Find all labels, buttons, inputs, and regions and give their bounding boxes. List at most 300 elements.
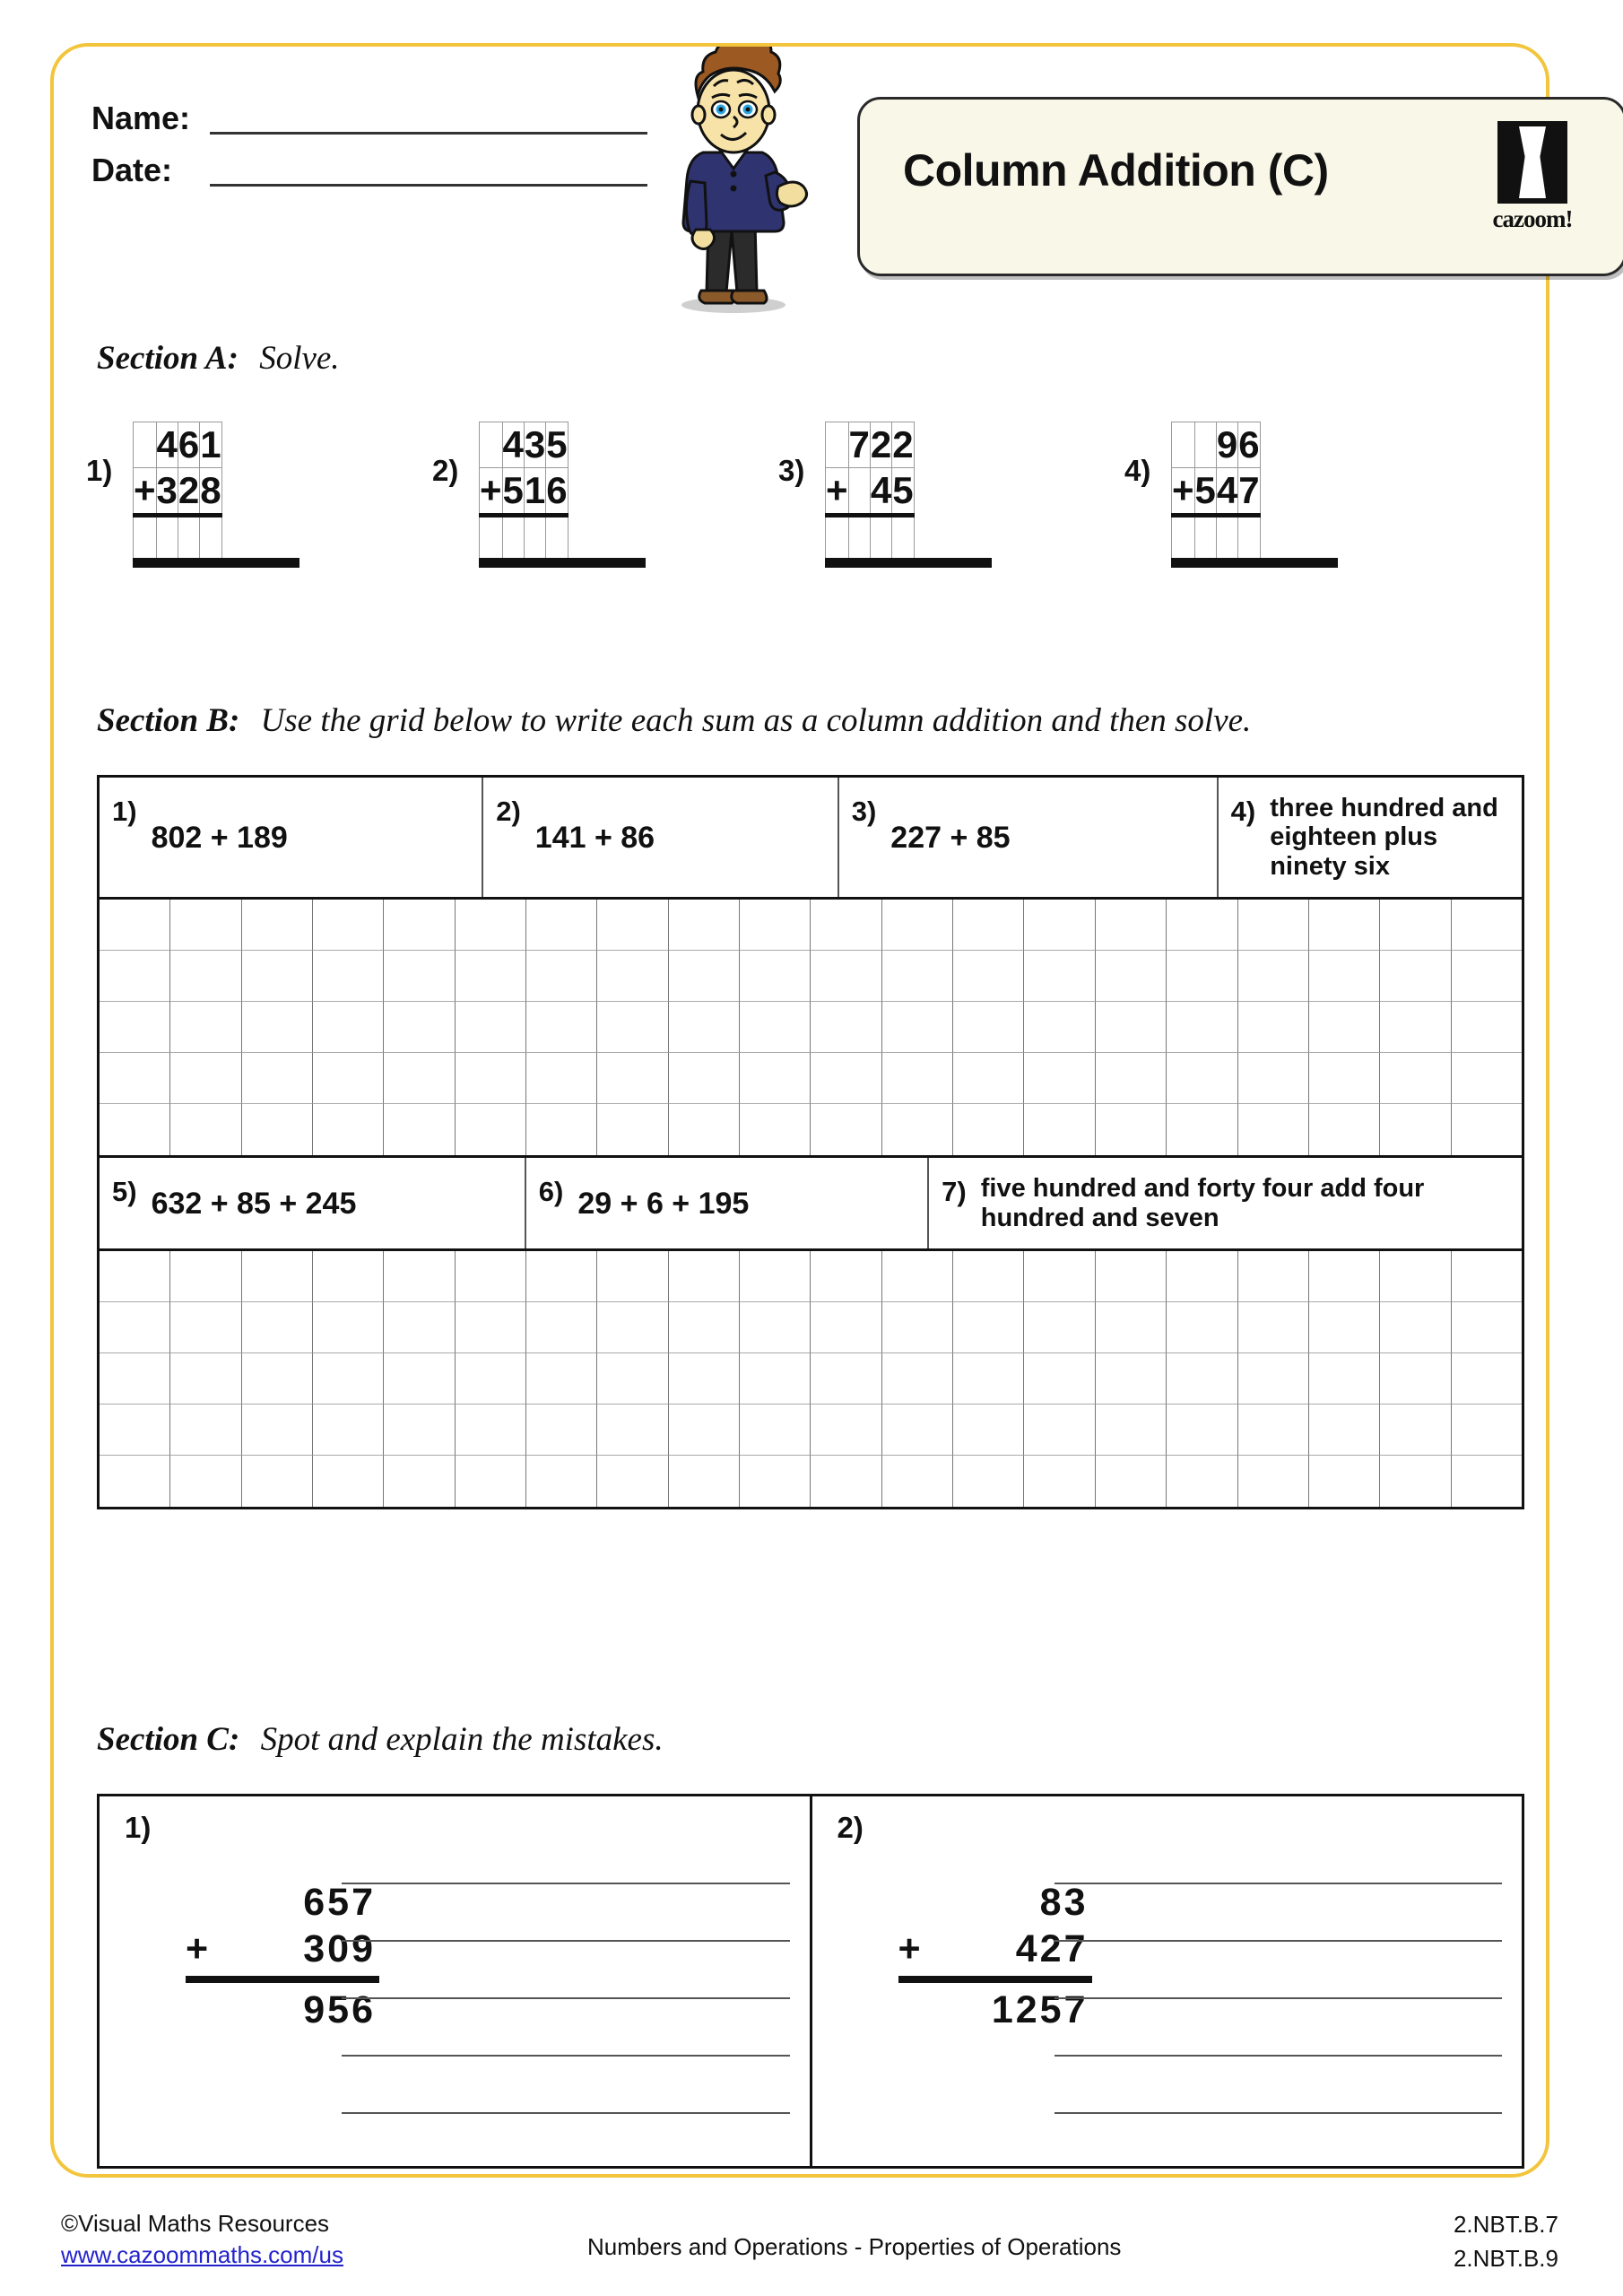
section-b-prompt bbox=[929, 1158, 1522, 1248]
grid-cell[interactable] bbox=[811, 1302, 881, 1353]
grid-cell[interactable] bbox=[1452, 1456, 1522, 1507]
grid-cell[interactable] bbox=[1096, 951, 1167, 1002]
grid-cell[interactable] bbox=[456, 1302, 526, 1353]
grid-cell[interactable] bbox=[100, 1053, 170, 1104]
grid-cell[interactable] bbox=[526, 1456, 597, 1507]
column-addition-row bbox=[1172, 516, 1261, 563]
grid-cell[interactable] bbox=[100, 1104, 170, 1155]
grid-cell[interactable] bbox=[384, 1053, 455, 1104]
grid-cell[interactable] bbox=[1167, 1104, 1237, 1155]
column-addition-table[interactable] bbox=[825, 422, 915, 563]
grid-cell[interactable] bbox=[953, 1405, 1024, 1456]
answer-baseline bbox=[1171, 558, 1338, 568]
grid-cell[interactable] bbox=[1452, 1053, 1522, 1104]
grid-cell[interactable] bbox=[1024, 1104, 1095, 1155]
grid-cell[interactable] bbox=[953, 1353, 1024, 1405]
digit-cell[interactable]: + bbox=[480, 468, 503, 516]
grid-cell[interactable] bbox=[953, 1251, 1024, 1302]
grid-cell[interactable] bbox=[953, 1104, 1024, 1155]
digit-cell[interactable]: 8 bbox=[200, 468, 221, 516]
plus-sign: + bbox=[898, 1927, 924, 1971]
digit-cell[interactable]: 5 bbox=[892, 468, 914, 516]
grid-cell[interactable] bbox=[1452, 1251, 1522, 1302]
grid-cell[interactable] bbox=[384, 1104, 455, 1155]
grid-cell[interactable] bbox=[1238, 1104, 1309, 1155]
plus-sign: + bbox=[186, 1927, 212, 1971]
grid-cell[interactable] bbox=[740, 900, 811, 951]
digit-cell[interactable]: 2 bbox=[892, 422, 914, 468]
grid-cell[interactable] bbox=[1167, 1251, 1237, 1302]
grid-cell[interactable] bbox=[882, 900, 953, 951]
grid-cell[interactable] bbox=[170, 1251, 241, 1302]
grid-cell[interactable] bbox=[100, 1456, 170, 1507]
grid-cell[interactable] bbox=[882, 1456, 953, 1507]
grid-cell[interactable] bbox=[597, 1104, 668, 1155]
grid-cell[interactable] bbox=[669, 900, 740, 951]
column-addition-table[interactable] bbox=[1171, 422, 1261, 563]
grid-cell[interactable] bbox=[1380, 1302, 1451, 1353]
section-b-worksheet-grid[interactable] bbox=[100, 900, 1522, 1155]
grid-cell[interactable] bbox=[526, 1302, 597, 1353]
grid-cell[interactable] bbox=[384, 900, 455, 951]
grid-cell[interactable] bbox=[242, 1104, 313, 1155]
grid-cell[interactable] bbox=[1309, 1104, 1380, 1155]
grid-cell[interactable] bbox=[170, 1104, 241, 1155]
grid-cell[interactable] bbox=[1380, 1002, 1451, 1053]
grid-cell[interactable] bbox=[1452, 1002, 1522, 1053]
grid-cell[interactable] bbox=[313, 1002, 384, 1053]
grid-cell[interactable] bbox=[313, 1353, 384, 1405]
grid-cell[interactable] bbox=[669, 1053, 740, 1104]
grid-cell[interactable] bbox=[456, 1251, 526, 1302]
grid-cell[interactable] bbox=[953, 1002, 1024, 1053]
grid-cell[interactable] bbox=[526, 1251, 597, 1302]
grid-cell[interactable] bbox=[313, 1053, 384, 1104]
digit-cell[interactable]: 6 bbox=[1238, 422, 1260, 468]
grid-cell[interactable] bbox=[1096, 1251, 1167, 1302]
grid-cell[interactable] bbox=[1238, 900, 1309, 951]
grid-cell[interactable] bbox=[882, 1353, 953, 1405]
digit-cell[interactable] bbox=[546, 516, 568, 563]
digit-cell[interactable]: 2 bbox=[870, 422, 891, 468]
grid-cell[interactable] bbox=[882, 1251, 953, 1302]
grid-cell[interactable] bbox=[669, 1353, 740, 1405]
grid-cell[interactable] bbox=[456, 1353, 526, 1405]
grid-cell[interactable] bbox=[740, 1053, 811, 1104]
explanation-lines[interactable] bbox=[342, 1827, 790, 2114]
digit-cell[interactable] bbox=[1172, 422, 1195, 468]
grid-cell[interactable] bbox=[811, 1251, 881, 1302]
grid-cell[interactable] bbox=[811, 1456, 881, 1507]
grid-cell[interactable] bbox=[882, 1302, 953, 1353]
grid-cell[interactable] bbox=[456, 1405, 526, 1456]
grid-cell[interactable] bbox=[526, 1104, 597, 1155]
grid-cell[interactable] bbox=[1309, 900, 1380, 951]
grid-cell[interactable] bbox=[1238, 1053, 1309, 1104]
grid-cell[interactable] bbox=[669, 1456, 740, 1507]
section-b-prompt bbox=[100, 778, 483, 897]
grid-cell[interactable] bbox=[811, 900, 881, 951]
digit-cell[interactable] bbox=[524, 516, 545, 563]
grid-cell[interactable] bbox=[100, 1002, 170, 1053]
grid-cell[interactable] bbox=[1024, 1251, 1095, 1302]
grid-row bbox=[100, 1353, 1522, 1405]
grid-cell[interactable] bbox=[1238, 951, 1309, 1002]
grid-cell[interactable] bbox=[1238, 1353, 1309, 1405]
grid-cell[interactable] bbox=[1167, 1302, 1237, 1353]
grid-cell[interactable] bbox=[242, 951, 313, 1002]
grid-cell[interactable] bbox=[669, 1405, 740, 1456]
grid-cell[interactable] bbox=[100, 1353, 170, 1405]
grid-cell[interactable] bbox=[1024, 1353, 1095, 1405]
explanation-line[interactable] bbox=[1055, 1827, 1503, 1884]
name-date-block bbox=[91, 102, 647, 206]
explanation-line[interactable] bbox=[342, 1942, 790, 1999]
grid-cell[interactable] bbox=[1167, 1456, 1237, 1507]
digit-cell[interactable] bbox=[848, 516, 870, 563]
grid-cell[interactable] bbox=[313, 1302, 384, 1353]
addend-one: 657 bbox=[303, 1881, 376, 1924]
problem-number: 3) bbox=[851, 796, 877, 827]
digit-cell[interactable]: 7 bbox=[1238, 468, 1260, 516]
explanation-line[interactable] bbox=[1055, 1942, 1503, 1999]
grid-row bbox=[100, 1053, 1522, 1104]
grid-cell[interactable] bbox=[811, 1353, 881, 1405]
digit-cell[interactable] bbox=[200, 516, 221, 563]
grid-cell[interactable] bbox=[740, 1405, 811, 1456]
digit-cell[interactable]: 3 bbox=[524, 422, 545, 468]
grid-cell[interactable] bbox=[170, 1002, 241, 1053]
problem-number: 2) bbox=[837, 1811, 864, 1844]
grid-cell[interactable] bbox=[811, 1002, 881, 1053]
column-addition-table[interactable] bbox=[479, 422, 568, 563]
grid-cell[interactable] bbox=[953, 951, 1024, 1002]
digit-cell[interactable] bbox=[870, 516, 891, 563]
grid-cell[interactable] bbox=[384, 1405, 455, 1456]
grid-cell[interactable] bbox=[1380, 1353, 1451, 1405]
grid-cell[interactable] bbox=[456, 900, 526, 951]
grid-cell[interactable] bbox=[740, 1456, 811, 1507]
grid-cell[interactable] bbox=[1452, 951, 1522, 1002]
grid-cell[interactable] bbox=[384, 951, 455, 1002]
grid-cell[interactable] bbox=[740, 1353, 811, 1405]
section-b-worksheet-grid[interactable] bbox=[100, 1251, 1522, 1507]
digit-cell[interactable] bbox=[848, 468, 870, 516]
digit-cell[interactable]: + bbox=[1172, 468, 1195, 516]
grid-cell[interactable] bbox=[170, 951, 241, 1002]
digit-cell[interactable]: 5 bbox=[502, 468, 524, 516]
grid-cell[interactable] bbox=[882, 1053, 953, 1104]
digit-cell[interactable] bbox=[1238, 516, 1260, 563]
grid-cell[interactable] bbox=[242, 1302, 313, 1353]
given-total: 1257 bbox=[991, 1987, 1089, 2031]
digit-cell[interactable]: 9 bbox=[1216, 422, 1237, 468]
grid-cell[interactable] bbox=[1238, 1405, 1309, 1456]
digit-cell[interactable] bbox=[1194, 516, 1216, 563]
grid-cell[interactable] bbox=[1452, 1353, 1522, 1405]
grid-cell[interactable] bbox=[1167, 951, 1237, 1002]
grid-cell[interactable] bbox=[384, 1353, 455, 1405]
grid-cell[interactable] bbox=[170, 1302, 241, 1353]
grid-cell[interactable] bbox=[953, 900, 1024, 951]
grid-cell[interactable] bbox=[669, 1251, 740, 1302]
digit-cell[interactable]: 3 bbox=[156, 468, 178, 516]
page-title: Column Addition (C) bbox=[903, 145, 1329, 196]
grid-cell[interactable] bbox=[1380, 1456, 1451, 1507]
grid-cell[interactable] bbox=[456, 1104, 526, 1155]
digit-cell[interactable] bbox=[134, 516, 157, 563]
grid-cell[interactable] bbox=[597, 1053, 668, 1104]
grid-cell[interactable] bbox=[1096, 1353, 1167, 1405]
grid-cell[interactable] bbox=[1024, 1456, 1095, 1507]
grid-cell[interactable] bbox=[1380, 900, 1451, 951]
digit-cell[interactable] bbox=[502, 516, 524, 563]
digit-cell[interactable]: 6 bbox=[546, 468, 568, 516]
digit-cell[interactable] bbox=[826, 422, 849, 468]
grid-cell[interactable] bbox=[669, 1002, 740, 1053]
grid-cell[interactable] bbox=[597, 1353, 668, 1405]
grid-cell[interactable] bbox=[242, 1456, 313, 1507]
grid-cell[interactable] bbox=[811, 1104, 881, 1155]
grid-cell[interactable] bbox=[100, 951, 170, 1002]
grid-cell[interactable] bbox=[100, 1405, 170, 1456]
website-link[interactable]: www.cazoommaths.com/us bbox=[61, 2241, 343, 2269]
grid-cell[interactable] bbox=[313, 951, 384, 1002]
grid-cell[interactable] bbox=[100, 900, 170, 951]
digit-cell[interactable]: 2 bbox=[178, 468, 199, 516]
grid-cell[interactable] bbox=[1096, 1104, 1167, 1155]
grid-cell[interactable] bbox=[1452, 1302, 1522, 1353]
grid-cell[interactable] bbox=[384, 1251, 455, 1302]
grid-cell[interactable] bbox=[1309, 1456, 1380, 1507]
grid-cell[interactable] bbox=[1024, 951, 1095, 1002]
grid-cell[interactable] bbox=[740, 951, 811, 1002]
digit-cell[interactable]: 7 bbox=[848, 422, 870, 468]
grid-cell[interactable] bbox=[882, 1405, 953, 1456]
digit-cell[interactable]: 5 bbox=[546, 422, 568, 468]
section-a-heading bbox=[97, 339, 340, 378]
grid-cell[interactable] bbox=[811, 1053, 881, 1104]
grid-cell[interactable] bbox=[597, 900, 668, 951]
grid-cell[interactable] bbox=[740, 1302, 811, 1353]
grid-cell[interactable] bbox=[313, 900, 384, 951]
digit-cell[interactable] bbox=[480, 422, 503, 468]
digit-cell[interactable]: + bbox=[134, 468, 157, 516]
grid-cell[interactable] bbox=[669, 1302, 740, 1353]
grid-cell[interactable] bbox=[882, 1002, 953, 1053]
answer-baseline bbox=[133, 558, 299, 568]
grid-cell[interactable] bbox=[953, 1053, 1024, 1104]
problem-text: 227 + 85 bbox=[890, 820, 1011, 855]
grid-cell[interactable] bbox=[456, 1002, 526, 1053]
problem-number: 2) bbox=[496, 796, 521, 827]
grid-cell[interactable] bbox=[526, 1002, 597, 1053]
grid-cell[interactable] bbox=[882, 1104, 953, 1155]
section-c-instruction: Spot and explain the mistakes. bbox=[260, 1721, 664, 1758]
digit-cell[interactable]: 6 bbox=[178, 422, 199, 468]
digit-cell[interactable] bbox=[156, 516, 178, 563]
grid-cell[interactable] bbox=[242, 1405, 313, 1456]
digit-cell[interactable] bbox=[134, 422, 157, 468]
grid-cell[interactable] bbox=[953, 1302, 1024, 1353]
grid-cell[interactable] bbox=[811, 1405, 881, 1456]
grid-cell[interactable] bbox=[740, 1251, 811, 1302]
grid-cell[interactable] bbox=[1238, 1251, 1309, 1302]
grid-cell[interactable] bbox=[1380, 1405, 1451, 1456]
grid-cell[interactable] bbox=[170, 1456, 241, 1507]
explanation-line[interactable] bbox=[342, 1827, 790, 1884]
grid-cell[interactable] bbox=[384, 1002, 455, 1053]
column-addition-table[interactable] bbox=[133, 422, 222, 563]
grid-cell[interactable] bbox=[1096, 1456, 1167, 1507]
explanation-line[interactable] bbox=[1055, 1999, 1503, 2057]
grid-cell[interactable] bbox=[597, 1302, 668, 1353]
grid-cell[interactable] bbox=[100, 1302, 170, 1353]
grid-cell[interactable] bbox=[170, 1405, 241, 1456]
name-write-line[interactable] bbox=[210, 105, 647, 135]
grid-cell[interactable] bbox=[597, 951, 668, 1002]
digit-cell[interactable] bbox=[480, 516, 503, 563]
grid-cell[interactable] bbox=[526, 1053, 597, 1104]
grid-cell[interactable] bbox=[882, 951, 953, 1002]
grid-cell[interactable] bbox=[1167, 1002, 1237, 1053]
grid-cell[interactable] bbox=[170, 1053, 241, 1104]
explanation-line[interactable] bbox=[342, 1999, 790, 2057]
grid-cell[interactable] bbox=[1309, 1353, 1380, 1405]
grid-cell[interactable] bbox=[1238, 1002, 1309, 1053]
grid-cell[interactable] bbox=[384, 1456, 455, 1507]
digit-cell[interactable] bbox=[1172, 516, 1195, 563]
digit-cell[interactable] bbox=[826, 516, 849, 563]
grid-cell[interactable] bbox=[669, 951, 740, 1002]
grid-cell[interactable] bbox=[1309, 1302, 1380, 1353]
explanation-line[interactable] bbox=[1055, 2057, 1503, 2114]
grid-cell[interactable] bbox=[1167, 1405, 1237, 1456]
grid-cell[interactable] bbox=[1452, 900, 1522, 951]
digit-cell[interactable]: 4 bbox=[156, 422, 178, 468]
grid-cell[interactable] bbox=[313, 1456, 384, 1507]
grid-cell[interactable] bbox=[1024, 1002, 1095, 1053]
grid-cell[interactable] bbox=[1380, 1251, 1451, 1302]
grid-cell[interactable] bbox=[526, 951, 597, 1002]
problem-number: 4) bbox=[1230, 796, 1256, 827]
grid-cell[interactable] bbox=[1309, 1251, 1380, 1302]
explanation-lines[interactable] bbox=[1055, 1827, 1503, 2114]
grid-cell[interactable] bbox=[313, 1104, 384, 1155]
grid-cell[interactable] bbox=[1024, 1302, 1095, 1353]
grid-cell[interactable] bbox=[811, 951, 881, 1002]
grid-cell[interactable] bbox=[1380, 951, 1451, 1002]
grid-cell[interactable] bbox=[313, 1251, 384, 1302]
grid-cell[interactable] bbox=[1380, 1104, 1451, 1155]
grid-cell[interactable] bbox=[597, 1251, 668, 1302]
grid-cell[interactable] bbox=[1238, 1302, 1309, 1353]
problem-number: 1) bbox=[125, 1811, 152, 1844]
grid-cell[interactable] bbox=[1096, 1302, 1167, 1353]
digit-cell[interactable] bbox=[1216, 516, 1237, 563]
grid-cell[interactable] bbox=[1167, 900, 1237, 951]
explanation-line[interactable] bbox=[1055, 1884, 1503, 1942]
explanation-line[interactable] bbox=[342, 2057, 790, 2114]
date-write-line[interactable] bbox=[210, 157, 647, 187]
digit-cell[interactable] bbox=[178, 516, 199, 563]
problem-number: 6) bbox=[538, 1176, 564, 1208]
grid-cell[interactable] bbox=[242, 1053, 313, 1104]
digit-cell[interactable] bbox=[892, 516, 914, 563]
digit-cell[interactable]: 1 bbox=[524, 468, 545, 516]
grid-cell[interactable] bbox=[1096, 1053, 1167, 1104]
grid-cell[interactable] bbox=[1452, 1405, 1522, 1456]
grid-cell[interactable] bbox=[1024, 900, 1095, 951]
digit-cell[interactable] bbox=[1194, 422, 1216, 468]
digit-cell[interactable]: + bbox=[826, 468, 849, 516]
grid-cell[interactable] bbox=[456, 1053, 526, 1104]
grid-cell[interactable] bbox=[597, 1405, 668, 1456]
grid-cell[interactable] bbox=[526, 1353, 597, 1405]
grid-cell[interactable] bbox=[100, 1251, 170, 1302]
grid-cell[interactable] bbox=[1096, 900, 1167, 951]
digit-cell[interactable]: 4 bbox=[502, 422, 524, 468]
problem-number: 7) bbox=[942, 1176, 967, 1208]
worksheet-footer bbox=[0, 2199, 1623, 2296]
grid-cell[interactable] bbox=[170, 900, 241, 951]
grid-cell[interactable] bbox=[242, 1251, 313, 1302]
digit-cell[interactable]: 4 bbox=[870, 468, 891, 516]
section-b-prompt bbox=[100, 1158, 526, 1248]
grid-cell[interactable] bbox=[1167, 1053, 1237, 1104]
grid-cell[interactable] bbox=[313, 1405, 384, 1456]
grid-cell[interactable] bbox=[1024, 1405, 1095, 1456]
digit-cell[interactable]: 5 bbox=[1194, 468, 1216, 516]
grid-cell[interactable] bbox=[456, 951, 526, 1002]
grid-cell[interactable] bbox=[1167, 1353, 1237, 1405]
grid-cell[interactable] bbox=[1380, 1053, 1451, 1104]
grid-cell[interactable] bbox=[597, 1456, 668, 1507]
grid-cell[interactable] bbox=[242, 900, 313, 951]
grid-cell[interactable] bbox=[1096, 1002, 1167, 1053]
section-a-problems bbox=[86, 422, 1539, 646]
grid-cell[interactable] bbox=[384, 1302, 455, 1353]
grid-cell[interactable] bbox=[1024, 1053, 1095, 1104]
grid-cell[interactable] bbox=[740, 1002, 811, 1053]
grid-cell[interactable] bbox=[1096, 1405, 1167, 1456]
grid-cell[interactable] bbox=[1309, 1405, 1380, 1456]
section-b-prompt bbox=[1219, 778, 1522, 897]
grid-cell[interactable] bbox=[1452, 1104, 1522, 1155]
digit-cell[interactable]: 1 bbox=[200, 422, 221, 468]
grid-cell[interactable] bbox=[242, 1002, 313, 1053]
date-label: Date: bbox=[91, 152, 173, 188]
grid-cell[interactable] bbox=[953, 1456, 1024, 1507]
grid-cell[interactable] bbox=[456, 1456, 526, 1507]
grid-cell[interactable] bbox=[1238, 1456, 1309, 1507]
grid-cell[interactable] bbox=[242, 1353, 313, 1405]
grid-cell[interactable] bbox=[526, 900, 597, 951]
section-b-grid[interactable] bbox=[97, 775, 1524, 1509]
grid-cell[interactable] bbox=[1309, 1002, 1380, 1053]
column-addition-row bbox=[480, 516, 568, 563]
grid-cell[interactable] bbox=[669, 1104, 740, 1155]
grid-cell[interactable] bbox=[170, 1353, 241, 1405]
grid-row bbox=[100, 1405, 1522, 1456]
explanation-line[interactable] bbox=[342, 1884, 790, 1942]
grid-cell[interactable] bbox=[740, 1104, 811, 1155]
digit-cell[interactable]: 4 bbox=[1216, 468, 1237, 516]
grid-cell[interactable] bbox=[1309, 1053, 1380, 1104]
grid-cell[interactable] bbox=[597, 1002, 668, 1053]
grid-cell[interactable] bbox=[1309, 951, 1380, 1002]
grid-cell[interactable] bbox=[526, 1405, 597, 1456]
